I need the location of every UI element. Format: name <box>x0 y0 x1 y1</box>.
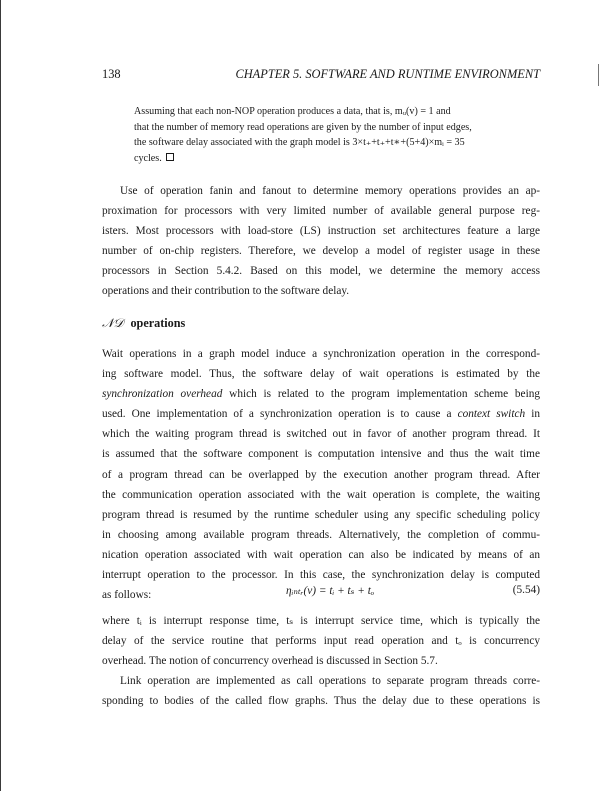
paragraph-line: where tᵢ is interrupt response time, tₛ is interrupt service time, which is typically the <box>102 615 540 627</box>
paragraph-line: the communication operation associated with the wait operation is complete, the waiting <box>102 488 540 501</box>
example-line-last <box>134 151 512 167</box>
chapter-title: CHAPTER 5. SOFTWARE AND RUNTIME ENVIRONMENT <box>235 67 540 81</box>
scan-edge-mark <box>598 64 599 86</box>
emphasis-context-switch: context switch <box>457 408 526 421</box>
equation-expression: ηᵢₙₜᵣ(v) = tᵢ + tₛ + tₒ <box>286 585 375 597</box>
paragraph-line: of a program thread can be overlapped by the execution another program thread. After <box>102 468 540 481</box>
example-line: that the number of memory read operations are given by the number of input edges, <box>134 121 472 133</box>
paragraph-line: processors in Section 5.4.2. Based on this model, we determine the memory access <box>102 265 540 278</box>
paragraph-line: Use of operation fanin and fanout to determine memory operations provides an ap- <box>120 185 540 197</box>
section-heading-title: operations <box>130 316 186 330</box>
emphasis-synchronization-overhead: synchronization overhead <box>102 388 223 401</box>
paragraph-line: nication operation associated with wait operation can also be indicated by means of an <box>102 548 540 561</box>
paragraph-line: in choosing among available program threads. Alternatively, the completion of commu- <box>102 528 540 541</box>
page-number: 138 <box>102 67 121 81</box>
paragraph-line: as follows: <box>102 589 152 602</box>
paragraph-memory-operations <box>102 181 540 302</box>
paragraph-line-text: which is related to the program implementation scheme being <box>222 388 541 401</box>
equation-5-54 <box>102 584 540 604</box>
example-line: the software delay associated with the graph model is 3×t₊+t₊+t∗+(5+4)×mᵢ = 35 <box>134 137 465 149</box>
paragraph-line: is assumed that the software component is computation intensive and thus the wait time <box>102 448 540 461</box>
paragraph-line: operations and their contribution to the software delay. <box>102 285 350 298</box>
example-line-text: cycles. <box>134 152 162 164</box>
paragraph-line: isters. Most processors with load-store (LS) instruction set architectures feature a large <box>102 225 540 238</box>
scan-edge-line <box>0 0 1 791</box>
paragraph-line: overhead. The notion of concurrency overhead is discussed in Section 5.7. <box>102 655 438 668</box>
paragraph-wait-operations <box>102 344 540 605</box>
equation-number: (5.54) <box>512 584 540 596</box>
running-header <box>102 67 540 83</box>
paragraph-line <box>102 404 540 424</box>
paragraph-link-operations <box>102 671 540 711</box>
paragraph-line: program thread is resumed by the runtime scheduler using any specific scheduling policy <box>102 508 540 521</box>
paragraph-line: which the waiting program thread is switched out in favor of another program thread. It <box>102 428 540 441</box>
end-of-example-icon <box>166 153 174 161</box>
paragraph-line: delay of the service routine that performs input read operation and tₒ is concurrency <box>102 635 540 648</box>
paragraph-equation-terms <box>102 611 540 671</box>
paragraph-line: Wait operations in a graph model induce a synchronization operation in the correspond- <box>102 348 540 360</box>
paragraph-line: number of on-chip registers. Therefore, we develop a model of register usage in these <box>102 245 540 258</box>
paragraph-line: proximation for processors with very limited number of available general purpose reg- <box>102 205 540 218</box>
section-heading <box>102 316 185 331</box>
paragraph-line-text: in <box>525 408 540 421</box>
paragraph-line: interrupt operation to the processor. In this case, the synchronization delay is computed <box>102 569 540 582</box>
paragraph-line: ing software model. Thus, the software delay of wait operations is estimated by the <box>102 368 540 381</box>
example-block <box>134 104 512 166</box>
example-line: Assuming that each non-NOP operation produces a data, that is, mᵤ(v) = 1 and <box>134 106 451 117</box>
paragraph-line: Link operation are implemented as call operations to separate program threads corre- <box>120 675 540 687</box>
paragraph-line <box>102 384 540 404</box>
paragraph-line-text: used. One implementation of a synchronization operation is to cause a <box>102 408 458 421</box>
section-heading-symbol: 𝒩𝒟 <box>102 316 124 330</box>
paragraph-line: sponding to bodies of the called flow graphs. Thus the delay due to these operations is <box>102 695 540 708</box>
